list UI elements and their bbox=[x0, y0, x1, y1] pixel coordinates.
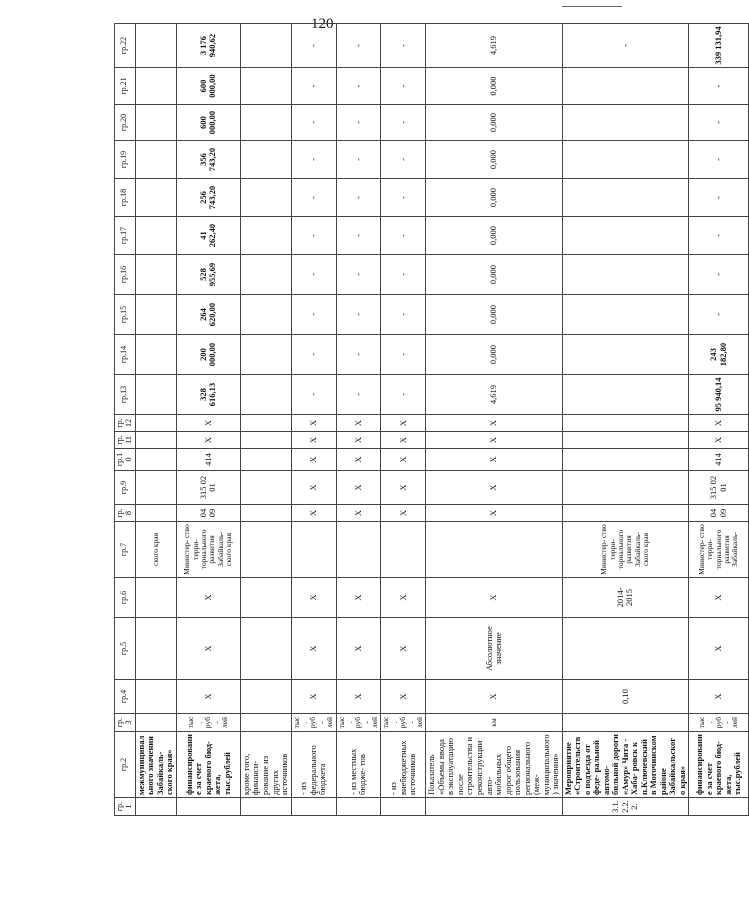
table-cell bbox=[426, 522, 562, 578]
column-header: гр.5 bbox=[115, 618, 136, 680]
table-cell bbox=[135, 24, 176, 68]
column-header: гр.16 bbox=[115, 255, 136, 295]
table-cell bbox=[135, 432, 176, 449]
table-cell bbox=[240, 618, 291, 680]
table-cell bbox=[135, 471, 176, 505]
column-header: гр.15 bbox=[115, 295, 136, 335]
table-cell bbox=[135, 449, 176, 471]
table-row bbox=[135, 24, 176, 816]
column-header: гр.12 bbox=[115, 415, 136, 432]
table-cell: 0,000 bbox=[426, 255, 562, 295]
table-cell: 0,000 bbox=[426, 141, 562, 179]
table-cell: Х bbox=[176, 680, 240, 714]
column-header: гр.2 bbox=[115, 732, 136, 798]
column-header: гр.11 bbox=[115, 432, 136, 449]
table-cell bbox=[562, 471, 689, 505]
table-cell bbox=[135, 179, 176, 217]
table-cell: Х bbox=[689, 432, 749, 449]
table-cell: - bbox=[689, 295, 749, 335]
table-cell: тыс. руб- лей bbox=[291, 714, 336, 732]
table-cell: - bbox=[291, 295, 336, 335]
page-number: 120 bbox=[311, 16, 334, 32]
table-cell bbox=[562, 432, 689, 449]
table-cell bbox=[240, 680, 291, 714]
table-cell: - bbox=[689, 217, 749, 255]
table-cell: - bbox=[381, 105, 426, 141]
table-cell bbox=[562, 179, 689, 217]
table-cell: 3 176 940,62 bbox=[176, 24, 240, 68]
column-header-row bbox=[115, 24, 136, 816]
table-cell bbox=[135, 415, 176, 432]
table-cell: - bbox=[336, 255, 381, 295]
table-cell: финансирование за счет краевого бюд- жета, тыс.рублей bbox=[176, 732, 240, 798]
table-cell bbox=[562, 141, 689, 179]
table-cell: - из федерального бюджета bbox=[291, 732, 336, 798]
table-cell: 315 02 01 bbox=[176, 471, 240, 505]
table-cell: Министер- ство терри- ториального развития Забайкаль- ского края bbox=[176, 522, 240, 578]
table-cell bbox=[291, 522, 336, 578]
table-cell: - bbox=[336, 68, 381, 105]
table-cell bbox=[135, 217, 176, 255]
table-cell bbox=[135, 375, 176, 415]
table-cell: 0,000 bbox=[426, 105, 562, 141]
table-cell: Х bbox=[689, 618, 749, 680]
table-cell: - bbox=[336, 295, 381, 335]
table-cell bbox=[240, 217, 291, 255]
table-cell bbox=[562, 255, 689, 295]
table-cell: 4,619 bbox=[426, 24, 562, 68]
table-cell: Х bbox=[426, 471, 562, 505]
program-table bbox=[114, 23, 749, 816]
table-cell bbox=[562, 68, 689, 105]
table-cell bbox=[336, 798, 381, 816]
table-cell: Министер- ство терри- ториального развития Забайкаль- ского края bbox=[562, 522, 689, 578]
table-cell bbox=[562, 618, 689, 680]
table-cell: тыс. руб- лей bbox=[689, 714, 749, 732]
table-cell bbox=[562, 505, 689, 522]
table-cell: Х bbox=[426, 415, 562, 432]
column-header: гр.20 bbox=[115, 105, 136, 141]
table-cell: км bbox=[426, 714, 562, 732]
table-cell bbox=[240, 141, 291, 179]
table-cell: - bbox=[689, 105, 749, 141]
table-cell: Х bbox=[291, 471, 336, 505]
table-row bbox=[562, 24, 689, 816]
table-cell: - bbox=[291, 335, 336, 375]
table-cell bbox=[240, 505, 291, 522]
table-cell bbox=[240, 798, 291, 816]
table-cell: Х bbox=[336, 618, 381, 680]
table-cell: - bbox=[291, 24, 336, 68]
table-cell bbox=[291, 798, 336, 816]
table-cell: 339 131,94 bbox=[689, 24, 749, 68]
table-cell: - bbox=[336, 217, 381, 255]
table-cell: - bbox=[291, 179, 336, 217]
table-row bbox=[426, 24, 562, 816]
table-cell bbox=[240, 179, 291, 217]
table-cell: Х bbox=[291, 449, 336, 471]
table-cell: Х bbox=[381, 471, 426, 505]
table-cell: - bbox=[381, 217, 426, 255]
table-cell: - bbox=[336, 375, 381, 415]
table-cell: - bbox=[689, 255, 749, 295]
table-cell: 2014-2015 bbox=[562, 578, 689, 618]
column-header: гр.13 bbox=[115, 375, 136, 415]
table-cell: Х bbox=[381, 505, 426, 522]
column-header: гр.10 bbox=[115, 449, 136, 471]
table-cell: Х bbox=[336, 680, 381, 714]
table-cell: ского края bbox=[135, 522, 176, 578]
table-cell bbox=[240, 295, 291, 335]
table-cell: - bbox=[381, 141, 426, 179]
table-cell: Х bbox=[426, 578, 562, 618]
table-cell bbox=[240, 68, 291, 105]
table-cell: Х bbox=[426, 680, 562, 714]
table-cell: 528 955,69 bbox=[176, 255, 240, 295]
table-cell: - bbox=[381, 375, 426, 415]
table-cell: 0,000 bbox=[426, 217, 562, 255]
table-cell: Х bbox=[291, 618, 336, 680]
column-header: гр.19 bbox=[115, 141, 136, 179]
table-row bbox=[240, 24, 291, 816]
table-cell: кроме того, финанси- рование из других источников bbox=[240, 732, 291, 798]
table-cell bbox=[336, 522, 381, 578]
table-cell: - bbox=[291, 217, 336, 255]
table-cell: тыс. руб- лей bbox=[336, 714, 381, 732]
table-cell: Х bbox=[291, 415, 336, 432]
table-cell: 256 743,20 bbox=[176, 179, 240, 217]
table-cell bbox=[381, 522, 426, 578]
table-cell bbox=[135, 505, 176, 522]
table-cell bbox=[135, 335, 176, 375]
table-cell: финансирование за счет краевого бюд- жета, тыс.рублей bbox=[689, 732, 749, 798]
table-cell: 600 000,00 bbox=[176, 68, 240, 105]
table-cell bbox=[562, 335, 689, 375]
column-header: гр.22 bbox=[115, 24, 136, 68]
table-cell: 0,000 bbox=[426, 295, 562, 335]
table-cell: Х bbox=[336, 578, 381, 618]
table-row bbox=[381, 24, 426, 816]
table-cell: 414 bbox=[689, 449, 749, 471]
table-cell: 95 940,14 bbox=[689, 375, 749, 415]
table-cell: - bbox=[689, 68, 749, 105]
table-cell bbox=[240, 105, 291, 141]
table-cell bbox=[562, 105, 689, 141]
table-cell bbox=[135, 578, 176, 618]
table-cell: Х bbox=[381, 432, 426, 449]
table-cell: 4,619 bbox=[426, 375, 562, 415]
table-cell: - из внебюджетных источников bbox=[381, 732, 426, 798]
table-cell bbox=[135, 798, 176, 816]
table-row bbox=[291, 24, 336, 816]
column-header: гр.18 bbox=[115, 179, 136, 217]
table-cell: 3.1.2.2.2. bbox=[562, 798, 689, 816]
table-cell bbox=[562, 449, 689, 471]
table-cell bbox=[240, 24, 291, 68]
table-cell: - bbox=[689, 179, 749, 217]
table-cell bbox=[240, 335, 291, 375]
table-row bbox=[336, 24, 381, 816]
table-cell: Абсолютное значение bbox=[426, 618, 562, 680]
table-cell: 356 743,20 bbox=[176, 141, 240, 179]
table-cell: Министер- ство терри- ториального развития Забайкаль- bbox=[689, 522, 749, 578]
table-cell: Х bbox=[336, 432, 381, 449]
table-cell: Х bbox=[381, 578, 426, 618]
table-cell bbox=[240, 578, 291, 618]
table-cell: - bbox=[336, 24, 381, 68]
table-cell: Х bbox=[381, 618, 426, 680]
table-cell bbox=[562, 295, 689, 335]
table-cell: - bbox=[381, 179, 426, 217]
table-cell: 0,000 bbox=[426, 68, 562, 105]
table-cell bbox=[176, 798, 240, 816]
table-cell: - bbox=[381, 335, 426, 375]
table-cell bbox=[135, 255, 176, 295]
table-cell: межмуниципального значения Забайкаль- ского края» bbox=[135, 732, 176, 798]
column-header: гр.14 bbox=[115, 335, 136, 375]
top-rule bbox=[562, 6, 622, 7]
table-cell: Х bbox=[291, 578, 336, 618]
table-cell: 600 000,00 bbox=[176, 105, 240, 141]
table-cell bbox=[689, 798, 749, 816]
table-cell bbox=[240, 714, 291, 732]
table-cell bbox=[562, 217, 689, 255]
table-cell bbox=[240, 415, 291, 432]
table-cell: Х bbox=[426, 432, 562, 449]
table-cell: - bbox=[336, 179, 381, 217]
table-cell: - из местных бюдже- тов bbox=[336, 732, 381, 798]
table-cell: 264 620,00 bbox=[176, 295, 240, 335]
table-cell bbox=[562, 415, 689, 432]
table-cell: 04 09 bbox=[176, 505, 240, 522]
table-cell: Х bbox=[336, 505, 381, 522]
table-cell bbox=[240, 449, 291, 471]
table-cell: 0,10 bbox=[562, 680, 689, 714]
column-header: гр.1 bbox=[115, 798, 136, 816]
table-cell: - bbox=[562, 24, 689, 68]
table-cell: - bbox=[336, 105, 381, 141]
table-cell: - bbox=[381, 24, 426, 68]
table-cell: 414 bbox=[176, 449, 240, 471]
table-cell bbox=[135, 714, 176, 732]
table-cell bbox=[240, 471, 291, 505]
table-cell: - bbox=[291, 105, 336, 141]
table-cell: Х bbox=[176, 578, 240, 618]
table-cell: 200 000,00 bbox=[176, 335, 240, 375]
table-cell: 243 182,80 bbox=[689, 335, 749, 375]
table-cell: Х bbox=[176, 415, 240, 432]
table-row bbox=[176, 24, 240, 816]
table-cell: Х bbox=[336, 471, 381, 505]
table-cell: Мероприятие «Строительство подъезда от феде- ральной автомо- бильной дороги «Амур» Чита - Хаба- ровск к п.Ключевский в Могочинском районе Забайкальского края» bbox=[562, 732, 689, 798]
table-cell bbox=[135, 295, 176, 335]
table-cell: 0,000 bbox=[426, 335, 562, 375]
table-cell bbox=[240, 375, 291, 415]
table-cell: - bbox=[689, 141, 749, 179]
table-row bbox=[689, 24, 749, 816]
table-cell: - bbox=[336, 141, 381, 179]
table-cell: Х bbox=[336, 415, 381, 432]
table-cell bbox=[135, 68, 176, 105]
table-cell bbox=[135, 618, 176, 680]
table-cell: Х bbox=[291, 432, 336, 449]
column-header: гр.4 bbox=[115, 680, 136, 714]
table-cell: 04 09 bbox=[689, 505, 749, 522]
table-cell: Х bbox=[689, 578, 749, 618]
table-cell: Х bbox=[381, 415, 426, 432]
table-cell bbox=[381, 798, 426, 816]
table-cell bbox=[240, 255, 291, 295]
table-cell: - bbox=[381, 255, 426, 295]
table-cell: Х bbox=[291, 680, 336, 714]
rotated-table-wrapper bbox=[114, 26, 743, 816]
table-cell: Х bbox=[336, 449, 381, 471]
table-cell: - bbox=[291, 255, 336, 295]
table-cell: - bbox=[291, 375, 336, 415]
table-cell: 328 616,13 bbox=[176, 375, 240, 415]
table-cell bbox=[426, 798, 562, 816]
column-header: гр.8 bbox=[115, 505, 136, 522]
table-cell: Х bbox=[381, 449, 426, 471]
table-cell bbox=[562, 375, 689, 415]
table-cell bbox=[240, 432, 291, 449]
table-cell: Х bbox=[689, 680, 749, 714]
column-header: гр.3 bbox=[115, 714, 136, 732]
table-cell: тыс. руб- лей bbox=[176, 714, 240, 732]
table-cell: Х bbox=[426, 505, 562, 522]
table-cell: - bbox=[381, 295, 426, 335]
table-cell bbox=[135, 105, 176, 141]
table-cell: - bbox=[291, 68, 336, 105]
column-header: гр.21 bbox=[115, 68, 136, 105]
table-cell: Х bbox=[291, 505, 336, 522]
table-cell: 41 262,40 bbox=[176, 217, 240, 255]
table-cell: 0,000 bbox=[426, 179, 562, 217]
table-cell: Х bbox=[426, 449, 562, 471]
table-cell: Х bbox=[689, 415, 749, 432]
table-cell: 315 02 01 bbox=[689, 471, 749, 505]
table-cell: Х bbox=[381, 680, 426, 714]
table-cell: - bbox=[291, 141, 336, 179]
column-header: гр.9 bbox=[115, 471, 136, 505]
table-cell: Х bbox=[176, 432, 240, 449]
column-header: гр.6 bbox=[115, 578, 136, 618]
table-cell: - bbox=[381, 68, 426, 105]
table-cell bbox=[562, 714, 689, 732]
column-header: гр.7 bbox=[115, 522, 136, 578]
table-cell bbox=[135, 680, 176, 714]
table-cell: Х bbox=[176, 618, 240, 680]
table-cell: - bbox=[336, 335, 381, 375]
table-cell bbox=[240, 522, 291, 578]
column-header: гр.17 bbox=[115, 217, 136, 255]
table-cell: тыс. руб- лей bbox=[381, 714, 426, 732]
table-cell: Показатель «Объемы ввода в эксплуатацию после строительства и реконструкции авто- мобильных дорог общего пользования регионального (меж- муниципального) значения» bbox=[426, 732, 562, 798]
table-cell bbox=[135, 141, 176, 179]
